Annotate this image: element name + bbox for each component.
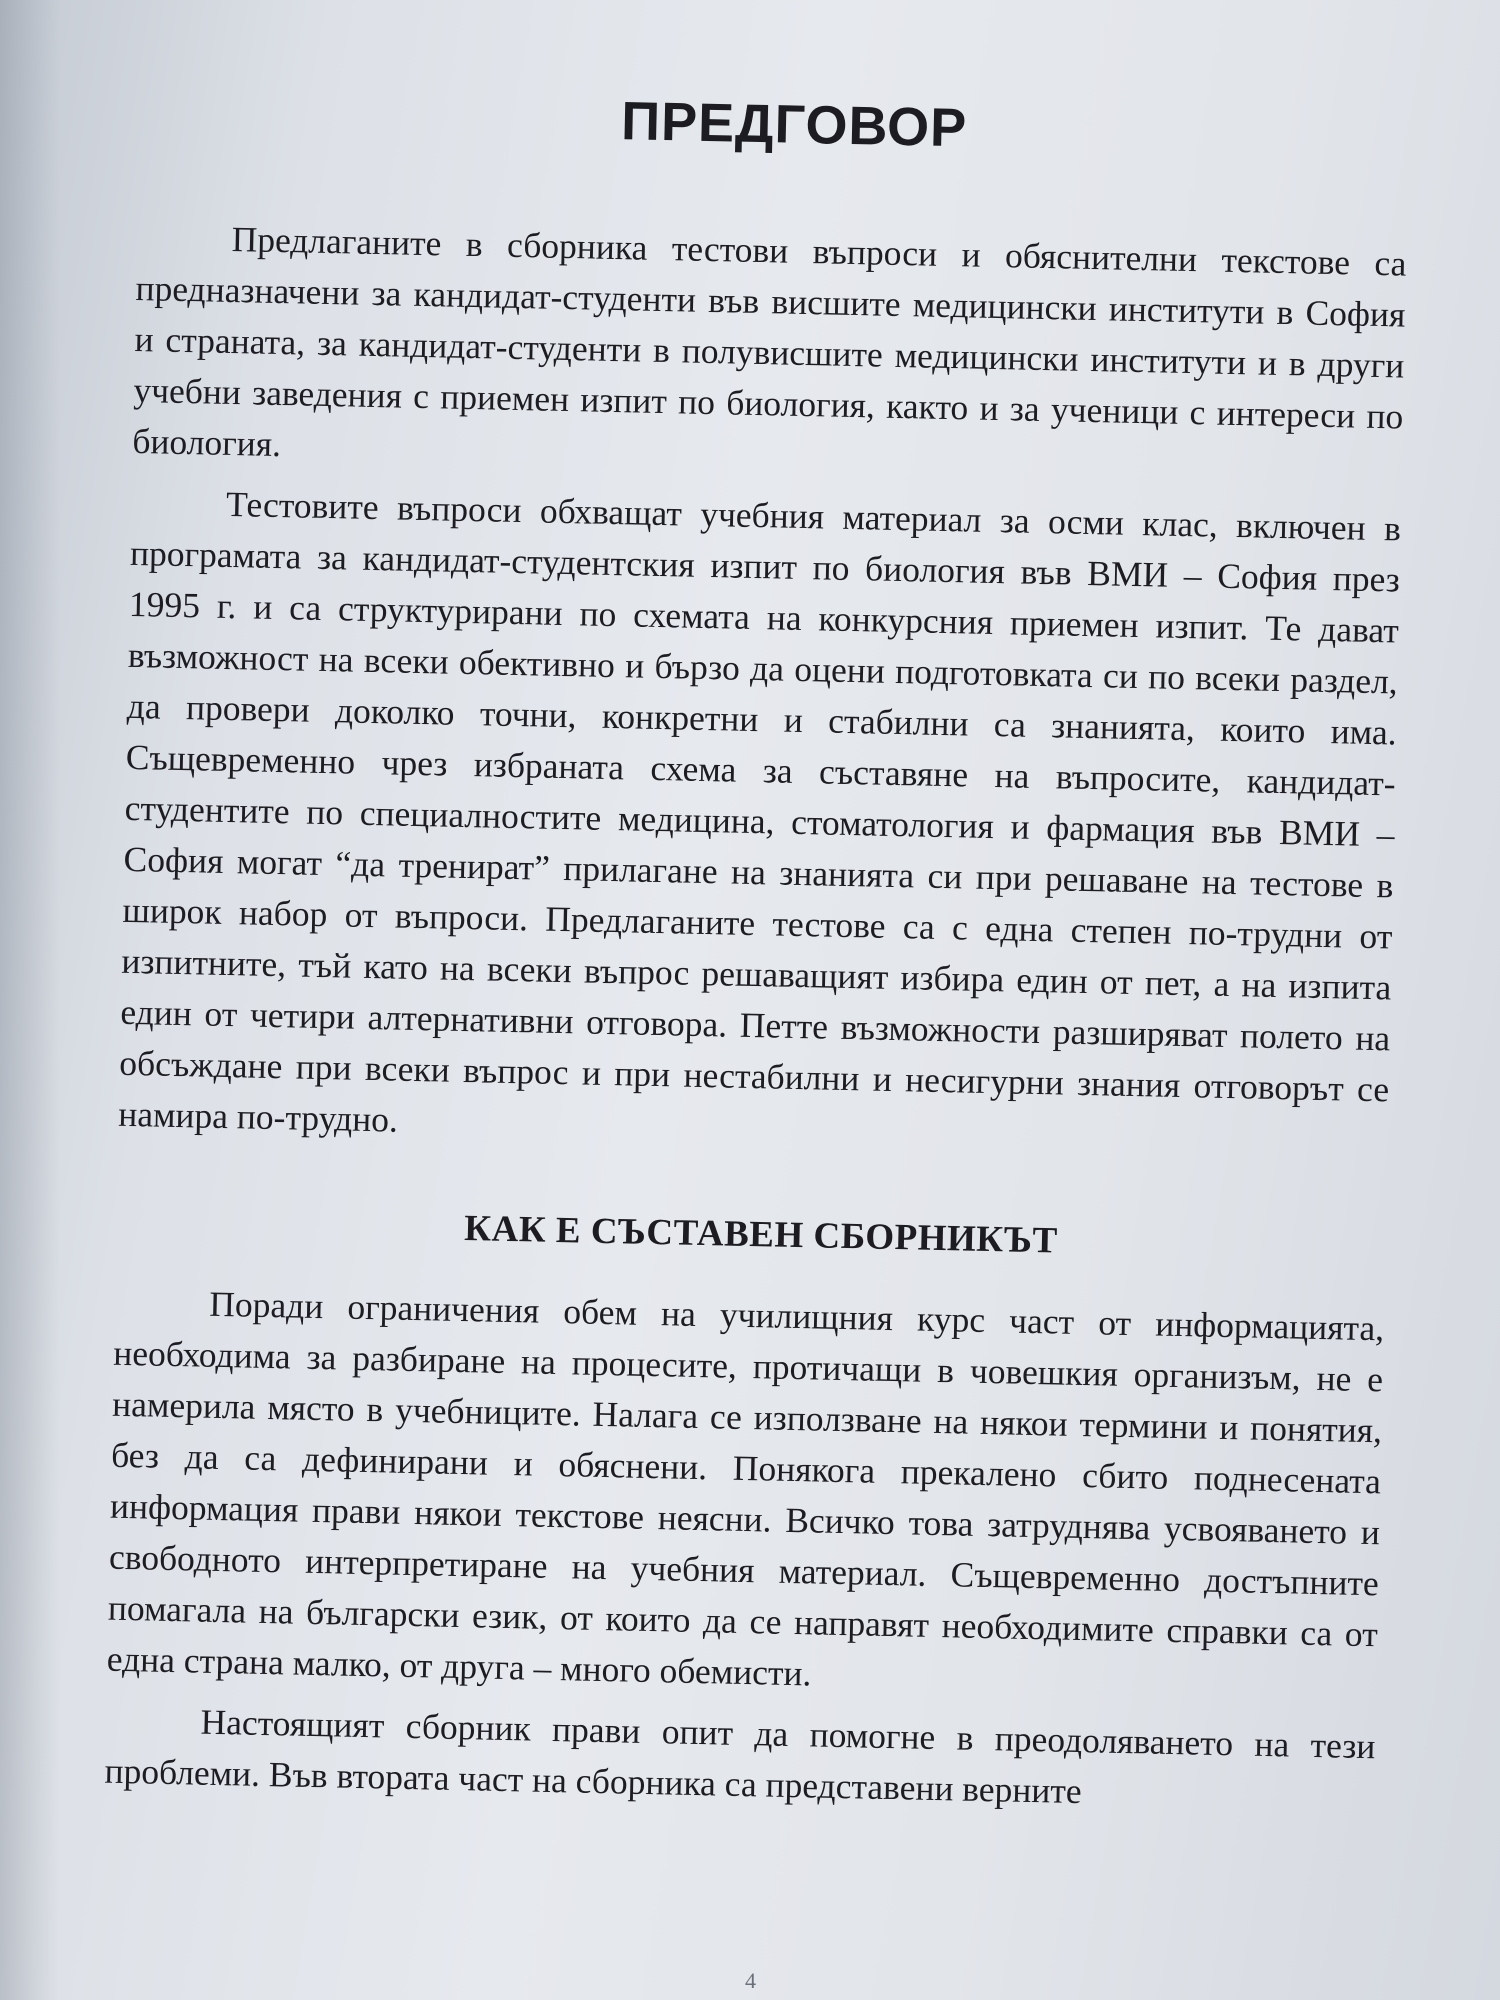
section-heading: КАК Е СЪСТАВЕН СБОРНИКЪТ <box>463 1208 1059 1262</box>
intro-paragraph-2: Тестовите въпроси обхващат учебния материал за осми клас, включен в програмата за кандидат-студентския изпит по биология във ВМИ – София през 1995 г. и са структурирани по схемата на конкурсния приемен изпит. Те дават възможност на всеки обективно и бързо да оцени подготовката си по всеки раздел, да провери доколко точни, конкретни и стабилни са знанията, които има. Същевременно чрез избраната схема за съставяне на въпросите, кандидат-студентите по специалностите медицина, стоматология и фармация във ВМИ – София могат “да тренират” прилагане на знанията си при решаване на тестове в широк набор от въпроси. Предлаганите тестове са с една степен по-трудни от изпитните, тъй като на всеки въпрос решаващият избира един от пет, а на изпита един от четири алтернативни отговора. Петте възможности разширяват полето на обсъждане при всеки въпрос и при нестабилни и несигурни знания отговорът се намира по-трудно. <box>117 483 1402 1140</box>
section-paragraph-2: Настоящият сборник прави опит да помогне в преодоляването на тези проблеми. Във втората част на сборника са представени верните <box>104 1701 1376 1812</box>
section-paragraph-1: Поради ограничения обем на училищния курс част от информацията, необходима за разбиране на процесите, протичащи в човешкия организъм, не е намерила място в учебниците. Налага се използване на някои термини и понятия, без да са дефинирани и обяснени. Понякога прекалено сбито поднесената информация прави някои текстове неясни. Всичко това затруднява усвояването и свободното интерпретиране на учебния материал. Същевременно достъпните помагала на български език, от които да се направят необходимите справки са от една страна малко, от друга – много обемисти. <box>106 1283 1385 1694</box>
page-number: 4 <box>745 1968 756 1993</box>
page-title: ПРЕДГОВОР <box>620 91 968 159</box>
intro-paragraph-1: Предлаганите в сборника тестови въпроси и обяснителни текстове са предназначени за кандидат-студенти във висшите медицински институти в София и страната, за кандидат-студенти в полувисшите медицински институти и в други учебни заведения с приемен изпит по биология, както и за ученици с интереси по биология. <box>132 218 1407 465</box>
page-content <box>104 80 1410 1833</box>
page-gutter-shadow <box>0 0 60 2000</box>
